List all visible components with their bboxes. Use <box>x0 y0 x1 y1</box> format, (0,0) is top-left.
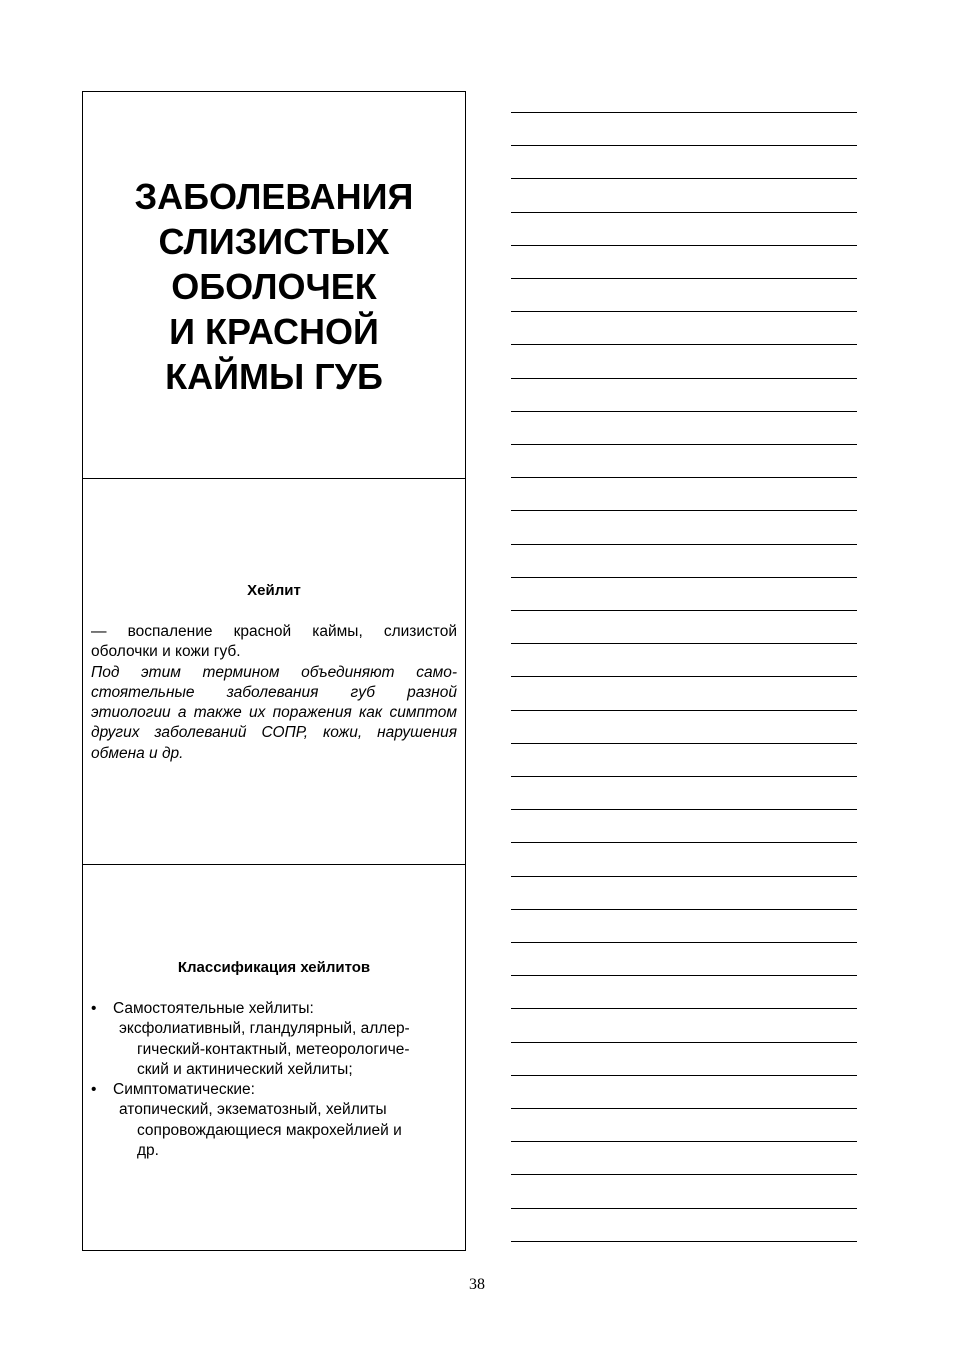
note-line <box>511 344 857 345</box>
list-item-detail: эксфолиативный, гландулярный, аллер- <box>119 1020 410 1038</box>
note-line <box>511 975 857 976</box>
slide-heading: Классификация хейлитов <box>177 959 371 976</box>
note-line <box>511 411 857 412</box>
note-line <box>511 311 857 312</box>
note-line <box>511 1075 857 1076</box>
note-line <box>511 909 857 910</box>
page-number: 38 <box>469 1276 485 1293</box>
note-line <box>511 776 857 777</box>
slide-heading: Хейлит <box>247 582 301 599</box>
note-line <box>511 842 857 843</box>
note-line <box>511 1141 857 1142</box>
note-line <box>511 112 857 113</box>
note-line <box>511 577 857 578</box>
note-line <box>511 876 857 877</box>
list-item-detail: гический-контактный, метеорологиче- ский и актинический хейлиты; <box>137 1040 410 1078</box>
slide-title <box>83 92 465 478</box>
note-line <box>511 178 857 179</box>
slide-body <box>91 622 457 764</box>
note-line <box>511 710 857 711</box>
note-line <box>511 643 857 644</box>
note-line <box>511 212 857 213</box>
note-line <box>511 245 857 246</box>
list-item-detail: сопровождающиеся макрохейлией и др. <box>137 1121 402 1160</box>
slide-cheilitis <box>83 478 465 864</box>
note-line <box>511 942 857 943</box>
note-line <box>511 510 857 511</box>
note-line <box>511 610 857 611</box>
note-line <box>511 278 857 279</box>
definition-text: — воспаление красной каймы, слизистой оболочки и кожи губ. <box>91 623 457 661</box>
note-line <box>511 743 857 744</box>
note-line <box>511 1174 857 1175</box>
note-line <box>511 444 857 445</box>
slide-title-text: ЗАБОЛЕВАНИЯ СЛИЗИСТЫХ ОБОЛОЧЕК И КРАСНОЙ КАЙМЫ ГУБ <box>134 176 414 397</box>
list-item <box>91 1080 457 1100</box>
list-item-label: Самостоятельные хейлиты: <box>113 1000 314 1017</box>
note-line <box>511 1241 857 1242</box>
slide-classification <box>83 864 465 1250</box>
note-line <box>511 544 857 545</box>
note-line <box>511 809 857 810</box>
note-line <box>511 1208 857 1209</box>
note-text: Под этим термином объединяют само-стоятельные заболевания губ разной этиологии а также их поражения как симптом других заболеваний СОПР, кожи, нарушения обмена и др. <box>91 663 457 762</box>
bullet-icon: • <box>91 1000 97 1017</box>
list-item-detail: атопический, экзематозный, хейлиты <box>119 1101 387 1119</box>
list-item-label: Симптоматические: <box>113 1081 255 1099</box>
note-line <box>511 1042 857 1043</box>
classification-list <box>91 999 457 1161</box>
note-line <box>511 378 857 379</box>
note-line <box>511 676 857 677</box>
slides-column <box>82 91 466 1251</box>
note-line <box>511 1108 857 1109</box>
note-line <box>511 145 857 146</box>
note-line <box>511 1008 857 1009</box>
bullet-icon: • <box>91 1081 97 1099</box>
list-item <box>91 999 457 1019</box>
note-line <box>511 477 857 478</box>
notes-lines <box>511 112 857 1252</box>
